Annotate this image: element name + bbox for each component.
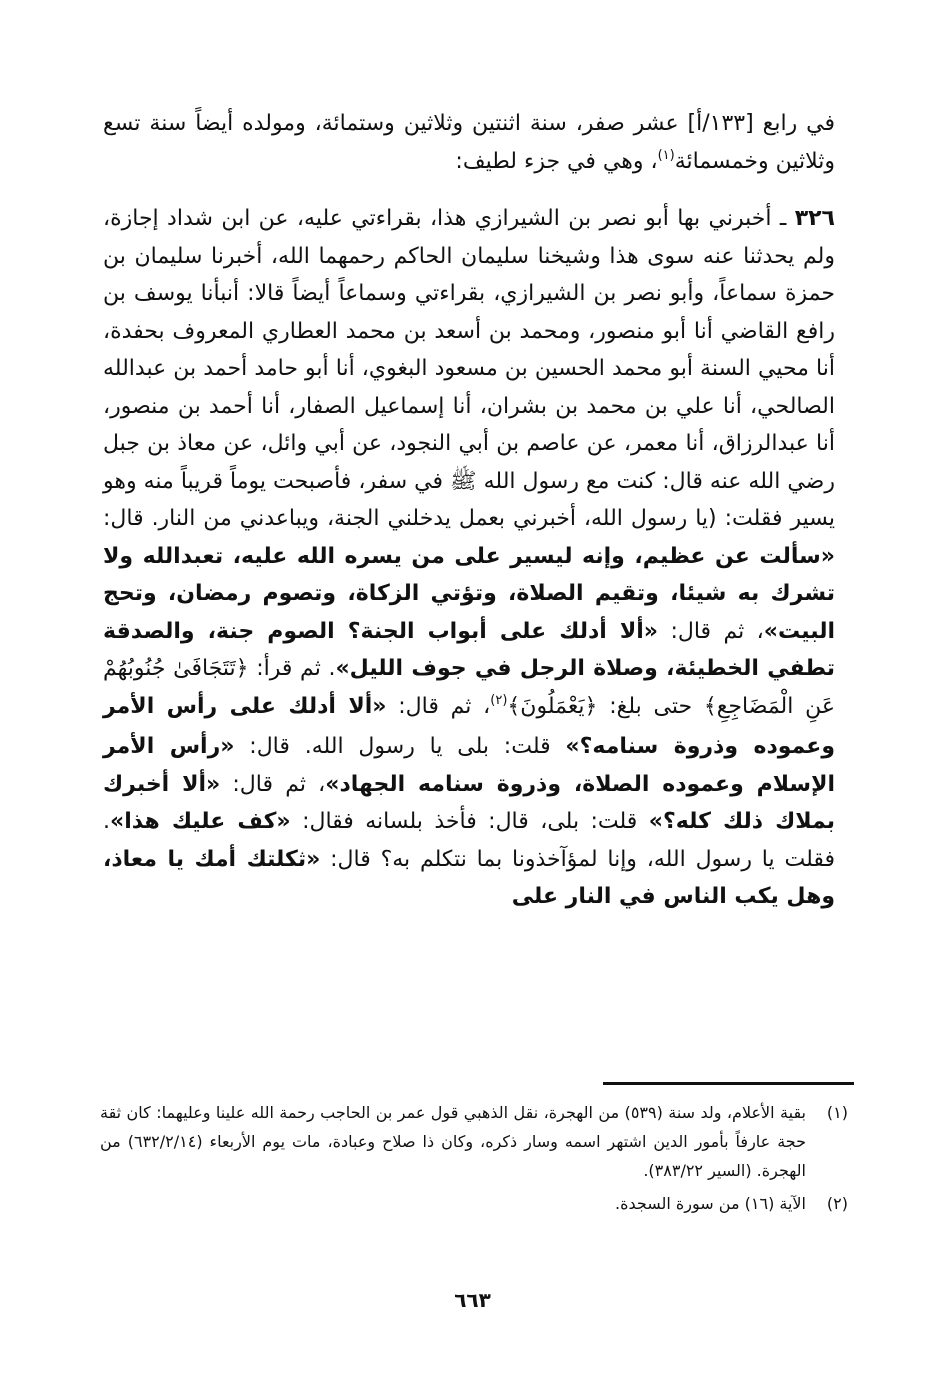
intro-text-end: ، وهي في جزء لطيف:: [455, 148, 658, 174]
page-number: ٦٦٣: [454, 1288, 491, 1312]
footnotes: [100, 1098, 848, 1218]
footnote-2: [100, 1189, 848, 1218]
footnote-text: بقية الأعلام، ولد سنة (٥٣٩) من الهجرة، نقل الذهبي قول عمر بن الحاجب رحمة الله علينا وعليهما: كان ثقة حجة عارفاً بأمور الدين اشتهر اسمه وسار ذكره، وكان ذا صلاح وعبادة، مات يوم الأربعاء (٦٣٢/٢/١٤) من الهجرة. (السير ٣٨٣/٢٢).: [100, 1103, 807, 1180]
narration-text-3: ، ثم قال:: [386, 693, 491, 719]
narration-text-1: ، ثم قال:: [658, 618, 764, 644]
prophetic-speech-3: «ألا أدلك على رأس الأمر وعموده وذروة سنامه؟»: [103, 693, 835, 759]
footnote-number: (٢): [826, 1194, 848, 1213]
main-text: [103, 105, 835, 916]
footnote-number: (١): [826, 1103, 848, 1122]
prophetic-speech-4: «رأس الأمر الإسلام وعموده الصلاة، وذروة سنامه الجهاد»: [103, 734, 835, 797]
footnote-separator: [603, 1082, 854, 1085]
footnote-1: [100, 1098, 848, 1185]
footnote-mark-2: (٢): [490, 692, 508, 708]
manuscript-folio-ref: [١٣٣/أ]: [687, 111, 754, 136]
narration-text-7: . فقلت يا رسول الله، وإنا لمؤآخذونا بما نتكلم به؟ قال:: [103, 809, 835, 872]
intro-text-start: في رابع: [753, 111, 835, 136]
narration-text-5: ، ثم قال:: [220, 771, 326, 797]
prophetic-speech-7: «ثكلتك أمك يا معاذ، وهل يكب الناس في النار على: [103, 846, 835, 909]
narration-text-6: قلت: بلى، قال: فأخذ بلسانه فقال:: [290, 809, 649, 834]
hadith-number: ٣٢٦: [794, 206, 835, 231]
intro-text-middle: عشر صفر، سنة اثنتين وثلاثين وستمائة، ومولده أيضاً سنة تسع وثلاثين وخمسمائة: [103, 111, 835, 174]
narration-text-4: قلت: بلى يا رسول الله. قال:: [234, 734, 566, 759]
hadith-paragraph: [103, 200, 835, 916]
footnote-mark-1: (١): [657, 147, 675, 163]
intro-paragraph: [103, 105, 835, 183]
prophetic-speech-2: «ألا أدلك على أبواب الجنة؟ الصوم جنة، والصدقة تطفي الخطيئة، وصلاة الرجل في جوف الليل»: [103, 618, 835, 681]
prophetic-speech-1: «سألت عن عظيم، وإنه ليسير على من يسره الله عليه، تعبدالله ولا تشرك به شيئا، وتقيم الصلاة، وتؤتي الزكاة، وتصوم رمضان، وتحج البيت»: [103, 543, 835, 644]
narration-text-2: . ثم قرأ: ﴿تَتَجَافَىٰ جُنُوبُهُمْ عَنِ الْمَضَاجِعِ﴾ حتى بلغ: ﴿يَعْمَلُونَ﴾: [103, 656, 835, 719]
prophetic-speech-6: «كف عليك هذا»: [110, 809, 291, 834]
footnote-text: الآية (١٦) من سورة السجدة.: [615, 1194, 806, 1213]
prophetic-speech-5: «ألا أخبرك بملاك ذلك كله؟»: [103, 771, 836, 834]
hadith-isnad: ـ أخبرني بها أبو نصر بن الشيرازي هذا، بقراءتي عليه، عن ابن شداد إجازة، ولم يحدثنا عنه سوى هذا وشيخنا سليمان الحاكم رحمهما الله، أخبرنا سليمان بن حمزة سماعاً، وأبو نصر بن الشيرازي، بقراءتي وسماعاً أيضاً قالا: أنبأنا يوسف بن رافع القاضي أنا أبو منصور، ومحمد بن أسعد بن محمد العطاري المعروف بحفدة، أنا محيي السنة أبو محمد الحسين بن مسعود البغوي، أنا أبو حامد أحمد بن عبدالله الصالحي، أنا علي بن محمد بن بشران، أنا إسماعيل الصفار، أنا أحمد بن منصور، أنا عبدالرزاق، أنا معمر، عن عاصم بن أبي النجود، عن أبي وائل، عن معاذ بن جبل رضي الله عنه قال: كنت مع رسول الله ﷺ في سفر، فأصبحت يوماً قريباً منه وهو يسير فقلت: (يا رسول الله، أخبرني بعمل يدخلني الجنة، ويباعدني من النار. قال:: [103, 206, 835, 531]
